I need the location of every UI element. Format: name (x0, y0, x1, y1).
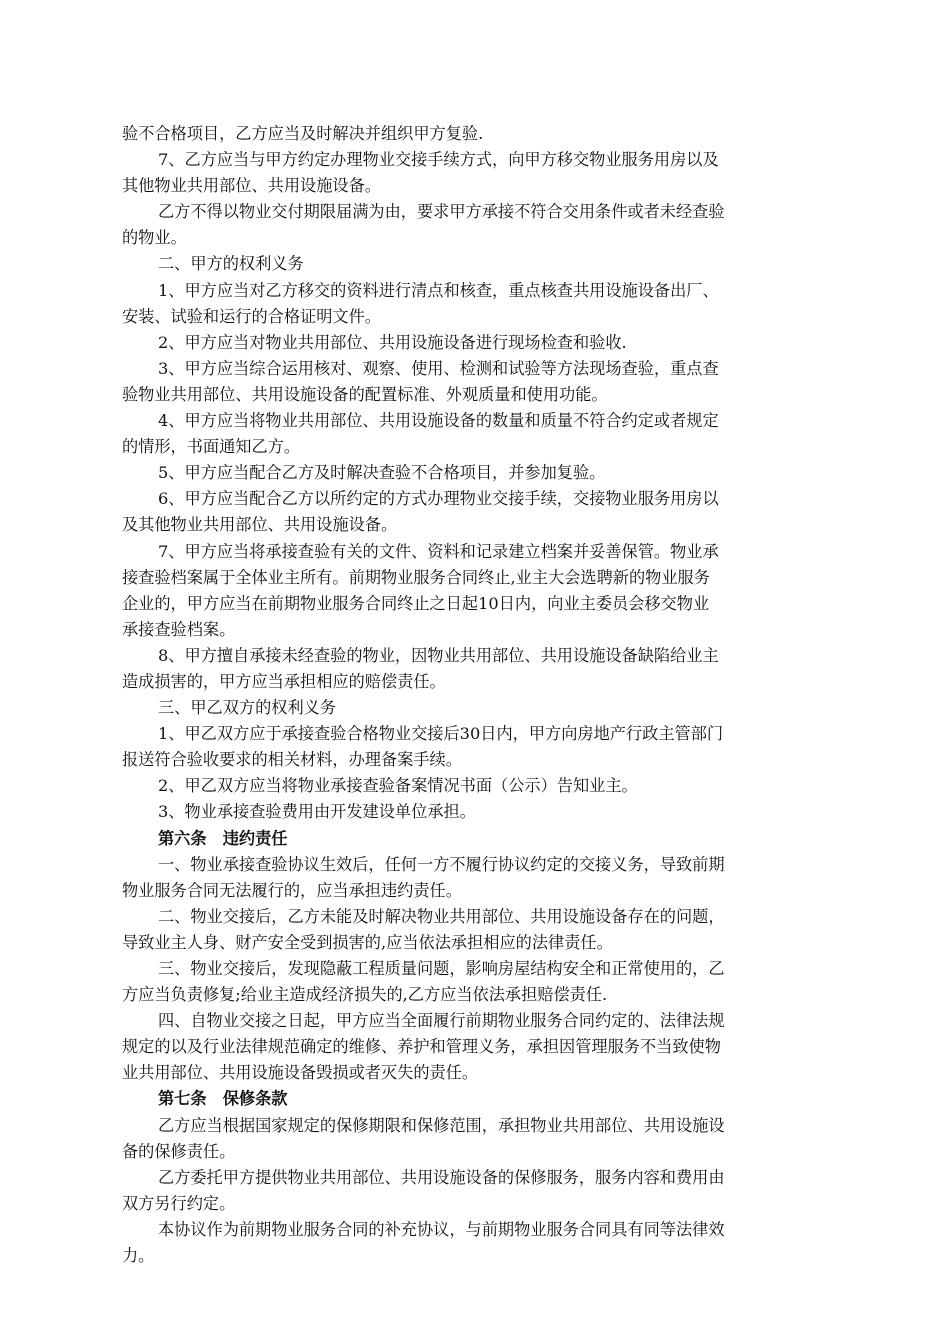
text-line: 规定的以及行业法律规范确定的维修、养护和管理义务，承担因管理服务不当致使物 (122, 1037, 721, 1057)
text-line: 备的保修责任。 (122, 1141, 236, 1161)
text-line: 验物业共用部位、共用设施设备的配置标准、外观质量和使用功能。 (122, 384, 608, 404)
text-line: 2、甲乙双方应当将物业承接查验备案情况书面（公示）告知业主。 (158, 776, 638, 796)
text-line: 本协议作为前期物业服务合同的补充协议，与前期物业服务合同具有同等法律效 (158, 1219, 725, 1239)
text-line: 1、甲方应当对乙方移交的资料进行清点和核查，重点核查共用设施设备出厂、 (158, 280, 719, 300)
text-line: 一、物业承接查验协议生效后，任何一方不履行协议约定的交接义务，导致前期 (158, 854, 725, 874)
text-line: 二、物业交接后，乙方未能及时解决物业共用部位、共用设施设备存在的问题， (158, 906, 725, 926)
text-line: 的情形，书面通知乙方。 (122, 437, 301, 457)
section-heading: 第七条 保修条款 (158, 1089, 288, 1109)
text-line: 三、甲乙双方的权利义务 (158, 698, 337, 718)
text-line: 的物业。 (122, 228, 187, 248)
text-line: 1、甲乙双方应于承接查验合格物业交接后30日内，甲方向房地产行政主管部门 (158, 724, 724, 744)
text-line: 造成损害的，甲方应当承担相应的赔偿责任。 (122, 671, 446, 691)
text-line: 物业服务合同无法履行的，应当承担违约责任。 (122, 880, 462, 900)
text-line: 4、甲方应当将物业共用部位、共用设施设备的数量和质量不符合约定或者规定 (158, 411, 719, 431)
text-line: 二、甲方的权利义务 (158, 254, 304, 274)
text-line: 5、甲方应当配合乙方及时解决查验不合格项目，并参加复验。 (158, 463, 606, 483)
text-line: 验不合格项目，乙方应当及时解决并组织甲方复验. (122, 124, 484, 143)
text-line: 业共用部位、共用设施设备毁损或者灭失的责任。 (122, 1063, 479, 1083)
text-line: 接查验档案属于全体业主所有。前期物业服务合同终止,业主大会选聘新的物业服务 (122, 567, 710, 587)
text-line: 及其他物业共用部位、共用设施设备。 (122, 515, 398, 535)
text-line: 6、甲方应当配合乙方以所约定的方式办理物业交接手续，交接物业服务用房以 (158, 489, 719, 509)
text-line: 其他物业共用部位、共用设施设备。 (122, 176, 381, 196)
text-line: 3、甲方应当综合运用核对、观察、使用、检测和试验等方法现场查验，重点查 (158, 358, 719, 378)
text-line: 承接查验档案。 (122, 619, 236, 639)
text-line: 安装、试验和运行的合格证明文件。 (122, 306, 381, 326)
text-line: 7、乙方应当与甲方约定办理物业交接手续方式，向甲方移交物业服务用房以及 (158, 150, 719, 170)
text-line: 报送符合验收要求的相关材料，办理备案手续。 (122, 750, 462, 770)
text-line: 力。 (122, 1246, 155, 1266)
text-line: 方应当负责修复;给业主造成经济损失的,乙方应当依法承担赔偿责任. (122, 985, 608, 1005)
text-line: 乙方委托甲方提供物业共用部位、共用设施设备的保修服务，服务内容和费用由 (158, 1167, 725, 1187)
text-line: 乙方应当根据国家规定的保修期限和保修范围，承担物业共用部位、共用设施设 (158, 1115, 725, 1135)
text-line: 7、甲方应当将承接查验有关的文件、资料和记录建立档案并妥善保管。物业承 (158, 541, 719, 561)
text-line: 企业的，甲方应当在前期物业服务合同终止之日起10日内，向业主委员会移交物业 (122, 593, 710, 613)
text-line: 双方另行约定。 (122, 1193, 236, 1213)
text-line: 3、物业承接查验费用由开发建设单位承担。 (158, 802, 476, 822)
document-page (122, 121, 832, 1269)
text-line: 四、自物业交接之日起，甲方应当全面履行前期物业服务合同约定的、法律法规 (158, 1011, 725, 1031)
text-line: 三、物业交接后，发现隐蔽工程质量问题，影响房屋结构安全和正常使用的，乙 (158, 959, 725, 978)
text-line: 8、甲方擅自承接未经查验的物业，因物业共用部位、共用设施设备缺陷给业主 (158, 645, 719, 665)
text-line: 2、甲方应当对物业共用部位、共用设施设备进行现场检查和验收. (158, 332, 627, 352)
section-heading: 第六条 违约责任 (158, 828, 288, 848)
text-line: 乙方不得以物业交付期限届满为由，要求甲方承接不符合交用条件或者未经查验 (158, 202, 725, 222)
text-line: 导致业主人身、财产安全受到损害的,应当依法承担相应的法律责任。 (122, 932, 613, 952)
